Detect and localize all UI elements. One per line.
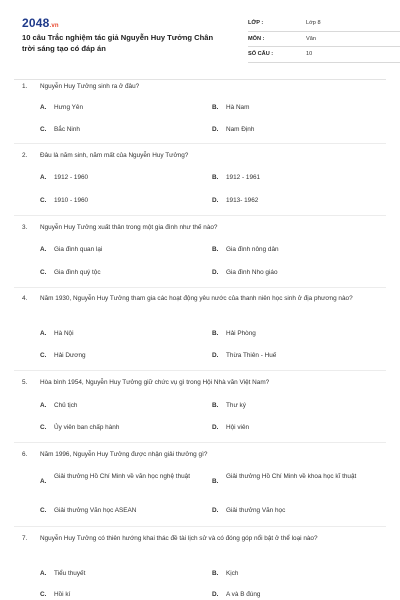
option-letter: A. <box>40 174 47 181</box>
option-letter: C. <box>40 352 47 359</box>
question-label: Năm 1996, Nguyễn Huy Tưởng được nhận giải thưởng gì? <box>40 451 208 458</box>
question-number: 3. <box>22 224 28 231</box>
quiz-meta <box>248 16 400 63</box>
option-b[interactable] <box>212 569 362 578</box>
option-text: 1912 - 1961 <box>226 174 261 181</box>
option-text: Kịch <box>226 570 239 577</box>
question-separator <box>14 526 386 527</box>
question-separator <box>14 287 386 288</box>
meta-label: SỐ CÂU : <box>248 51 274 57</box>
option-text: Tiểu thuyết <box>54 570 86 577</box>
question-number: 2. <box>22 152 28 159</box>
option-d[interactable] <box>212 590 362 599</box>
option-letter: A. <box>40 570 47 577</box>
option-letter: B. <box>212 330 219 337</box>
question-label: Nguyễn Huy Tưởng có thiên hướng khai thác đề tài lịch sử và có đóng góp nổi bật ở thể loại nào? <box>40 535 318 542</box>
option-text: Hải Dương <box>54 352 86 359</box>
option-c[interactable] <box>40 268 190 277</box>
option-letter: B. <box>212 174 219 181</box>
option-text: Giải thưởng Hồ Chí Minh về khoa học kĩ thuật <box>226 473 357 480</box>
option-a[interactable] <box>40 569 190 578</box>
logo-main: 2048 <box>22 16 50 30</box>
option-letter: B. <box>212 402 219 409</box>
option-letter: D. <box>212 507 219 514</box>
option-letter: C. <box>40 126 47 133</box>
meta-label: LỚP : <box>248 20 264 26</box>
question-number: 6. <box>22 451 28 458</box>
option-letter: B. <box>212 246 219 253</box>
question-7 <box>22 534 382 598</box>
meta-value: Văn <box>306 35 316 42</box>
option-letter: D. <box>212 126 219 133</box>
meta-value: Lớp 8 <box>306 20 321 26</box>
option-letter: A. <box>40 478 47 485</box>
option-d[interactable] <box>212 506 362 515</box>
option-text: Chủ tịch <box>54 402 78 409</box>
option-a[interactable] <box>40 329 190 338</box>
option-c[interactable] <box>40 351 190 360</box>
question-text <box>22 378 382 388</box>
option-letter: D. <box>212 591 219 598</box>
question-text <box>22 223 382 233</box>
question-number: 1. <box>22 83 28 90</box>
option-text: A và B đúng <box>226 591 261 598</box>
question-label: Nguyễn Huy Tưởng sinh ra ở đâu? <box>40 83 140 90</box>
option-text: Gia đình quý tộc <box>54 269 101 276</box>
option-text: Bắc Ninh <box>54 126 80 133</box>
option-text: Giải thưởng Hồ Chí Minh về văn học nghệ thuật <box>54 473 191 480</box>
option-a[interactable] <box>40 472 200 485</box>
question-5 <box>22 378 382 431</box>
option-text: Gia đình quan lại <box>54 246 103 253</box>
question-number: 4. <box>22 295 28 302</box>
option-letter: B. <box>212 104 219 111</box>
option-letter: C. <box>40 507 47 514</box>
question-3 <box>22 223 382 276</box>
meta-row-count <box>248 47 400 63</box>
option-letter: D. <box>212 352 219 359</box>
question-separator <box>14 442 386 443</box>
question-label: Nguyễn Huy Tưởng xuất thân trong một gia đình như thế nào? <box>40 224 218 231</box>
question-text <box>22 450 382 460</box>
option-d[interactable] <box>212 196 362 205</box>
option-d[interactable] <box>212 423 362 432</box>
page-header <box>22 16 382 74</box>
option-d[interactable] <box>212 268 362 277</box>
option-letter: B. <box>212 570 219 577</box>
option-letter: C. <box>40 424 47 431</box>
question-1 <box>22 82 382 133</box>
option-text: Hưng Yên <box>54 104 84 111</box>
option-a[interactable] <box>40 245 190 254</box>
option-letter: C. <box>40 269 47 276</box>
option-text: Giải thưởng Văn học <box>226 507 286 514</box>
option-letter: C. <box>40 591 47 598</box>
site-logo[interactable] <box>22 16 59 30</box>
option-b[interactable] <box>212 472 372 485</box>
question-number: 5. <box>22 379 28 386</box>
question-6 <box>22 450 382 514</box>
question-text <box>22 294 382 304</box>
option-d[interactable] <box>212 125 362 134</box>
option-text: Hồi kí <box>54 591 71 598</box>
option-letter: C. <box>40 197 47 204</box>
header-divider <box>14 79 386 80</box>
option-text: Nam Định <box>226 126 255 133</box>
option-letter: A. <box>40 330 47 337</box>
option-d[interactable] <box>212 351 362 360</box>
meta-row-class <box>248 16 400 32</box>
meta-row-subject <box>248 32 400 48</box>
question-label: Năm 1930, Nguyễn Huy Tưởng tham gia các hoạt động yêu nước của thanh niên học sinh ở địa phương nào? <box>40 295 353 302</box>
option-text: Gia đình nông dân <box>226 246 279 253</box>
option-text: 1910 - 1960 <box>54 197 89 204</box>
option-text: Gia đình Nho giáo <box>226 269 278 276</box>
question-separator <box>14 370 386 371</box>
question-text <box>22 82 382 92</box>
option-text: Giải thưởng Văn học ASEAN <box>54 507 137 514</box>
option-text: Hội viên <box>226 424 250 431</box>
question-text <box>22 151 382 161</box>
option-text: Hà Nam <box>226 104 250 111</box>
option-b[interactable] <box>212 401 362 410</box>
question-label: Hòa bình 1954, Nguyễn Huy Tưởng giữ chức vụ gì trong Hội Nhà văn Việt Nam? <box>40 379 270 386</box>
option-c[interactable] <box>40 423 190 432</box>
option-letter: D. <box>212 424 219 431</box>
option-b[interactable] <box>212 245 362 254</box>
option-letter: A. <box>40 246 47 253</box>
option-c[interactable] <box>40 590 190 599</box>
question-label: Đâu là năm sinh, năm mất của Nguyễn Huy Tưởng? <box>40 152 189 159</box>
question-separator <box>14 143 386 144</box>
option-text: Hà Nội <box>54 330 74 337</box>
meta-label: MÔN : <box>248 35 265 42</box>
option-letter: D. <box>212 197 219 204</box>
question-separator <box>14 215 386 216</box>
option-text: Thừa Thiên - Huế <box>226 352 277 359</box>
option-text: 1913- 1962 <box>226 197 259 204</box>
page-title: 10 câu Trắc nghiệm tác giả Nguyễn Huy Tưởng Chân trời sáng tạo có đáp án <box>22 33 214 53</box>
question-number: 7. <box>22 535 28 542</box>
option-a[interactable] <box>40 103 190 112</box>
option-letter: A. <box>40 402 47 409</box>
option-c[interactable] <box>40 506 190 515</box>
option-letter: D. <box>212 269 219 276</box>
question-4 <box>22 294 382 359</box>
option-letter: B. <box>212 478 219 485</box>
option-text: Hải Phòng <box>226 330 256 337</box>
option-text: Thư ký <box>226 402 246 409</box>
meta-value: 10 <box>306 51 313 57</box>
option-b[interactable] <box>212 173 362 182</box>
option-text: 1912 - 1960 <box>54 174 89 181</box>
logo-suffix: .vn <box>49 23 59 29</box>
option-a[interactable] <box>40 173 190 182</box>
option-b[interactable] <box>212 329 362 338</box>
option-b[interactable] <box>212 103 362 112</box>
option-c[interactable] <box>40 196 190 205</box>
option-a[interactable] <box>40 401 190 410</box>
option-c[interactable] <box>40 125 190 134</box>
option-text: Ủy viên ban chấp hành <box>54 424 120 431</box>
question-text <box>22 534 382 544</box>
option-letter: A. <box>40 104 47 111</box>
question-2 <box>22 151 382 204</box>
